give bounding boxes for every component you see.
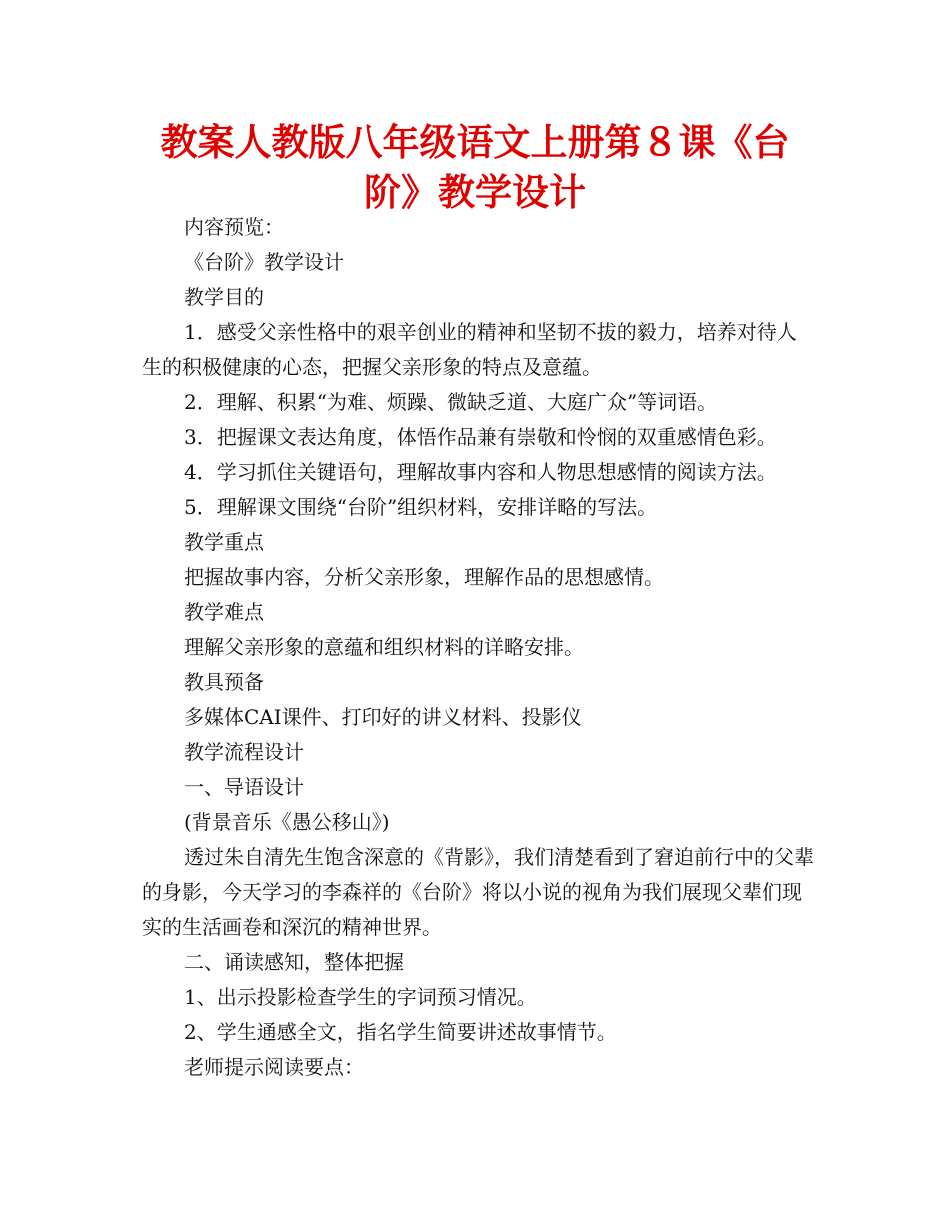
heading-difficulties: 教学难点	[184, 600, 264, 624]
reading-hint: 老师提示阅读要点：	[184, 1055, 364, 1079]
goal-item-5: 5．理解课文围绕“台阶”组织材料，安排详略的写法。	[184, 495, 658, 519]
document-title	[0, 118, 950, 218]
goal-item-1: 1．感受父亲性格中的艰辛创业的精神和坚韧不拔的毅力，培养对待人生的积极健康的心态，把握父亲形象的特点及意蕴。	[142, 320, 797, 379]
goal-item-2: 2．理解、积累“为难、烦躁、微缺乏道、大庭广众”等词语。	[184, 390, 718, 414]
title-line-1: 教案人教版八年级语文上册第８课《台	[160, 121, 790, 164]
background-music-note: (背景音乐《愚公移山》)	[184, 810, 390, 834]
materials-text: 多媒体CAI课件、打印好的讲义材料、投影仪	[184, 705, 582, 729]
difficulties-text: 理解父亲形象的意蕴和组织材料的详略安排。	[184, 635, 584, 659]
document-body	[142, 210, 814, 1085]
intro-paragraph: 透过朱自清先生饱含深意的《背影》，我们清楚看到了窘迫前行中的父辈的身影，今天学习的李森祥的《台阶》将以小说的视角为我们展现父辈们现实的生活画卷和深沉的精神世界。	[142, 845, 814, 939]
key-points-text: 把握故事内容，分析父亲形象，理解作品的思想感情。	[184, 565, 664, 589]
reading-step-2: 2、学生通感全文，指名学生简要讲述故事情节。	[184, 1020, 617, 1044]
paragraph-subtitle: 《台阶》教学设计	[184, 250, 344, 274]
goal-item-4: 4．学习抓住关键语句，理解故事内容和人物思想感情的阅读方法。	[184, 460, 777, 484]
heading-key-points: 教学重点	[184, 530, 264, 554]
goal-item-3: 3．把握课文表达角度，体悟作品兼有崇敬和怜悯的双重感情色彩。	[184, 425, 777, 449]
heading-process: 教学流程设计	[184, 740, 304, 764]
section-intro-heading: 一、导语设计	[184, 775, 304, 799]
title-line-2: 阶》教学设计	[364, 171, 586, 214]
section-reading-heading: 二、诵读感知，整体把握	[184, 950, 404, 974]
heading-teaching-goals: 教学目的	[184, 285, 264, 309]
paragraph-preview-label: 内容预览：	[184, 215, 284, 239]
reading-step-1: 1、出示投影检查学生的字词预习情况。	[184, 985, 537, 1009]
heading-materials: 教具预备	[184, 670, 264, 694]
